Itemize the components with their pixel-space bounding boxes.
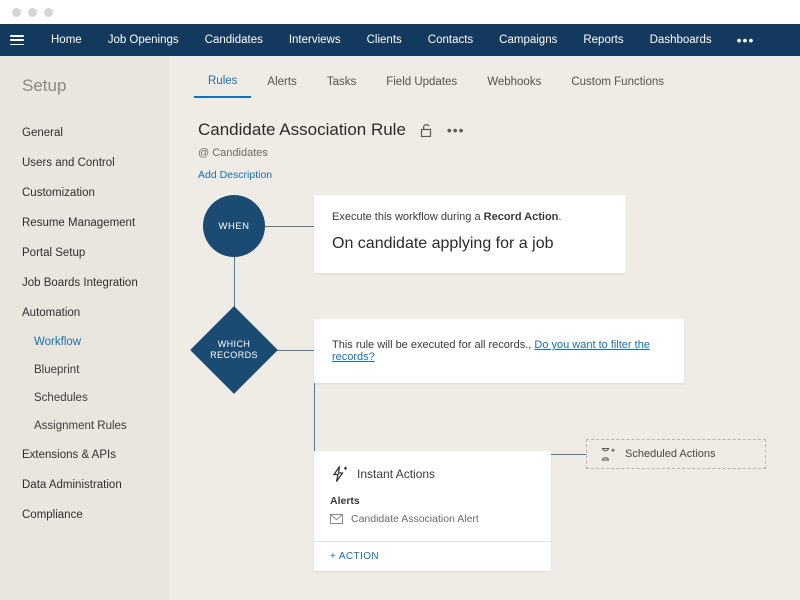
nav-item-reports[interactable]: Reports — [583, 34, 624, 46]
when-card-main: On candidate applying for a job — [332, 235, 554, 252]
tab-field-updates[interactable]: Field Updates — [386, 75, 458, 88]
nav-item-campaigns[interactable]: Campaigns — [499, 34, 558, 46]
sidebar-item-users-and-control[interactable]: Users and Control — [22, 157, 115, 169]
when-card[interactable] — [314, 195, 626, 273]
rules-tabbar — [170, 56, 800, 98]
node-which-records-line1: WHICH — [217, 339, 251, 349]
hourglass-icon — [599, 447, 615, 462]
nav-item-job-openings[interactable]: Job Openings — [107, 34, 179, 46]
page-more-icon[interactable]: ••• — [446, 122, 465, 138]
unlock-icon[interactable] — [420, 123, 432, 137]
which-records-card[interactable] — [314, 319, 684, 383]
node-when[interactable] — [203, 195, 265, 257]
hamburger-icon[interactable] — [10, 35, 24, 45]
lightning-icon — [330, 465, 348, 483]
nav-item-home[interactable]: Home — [51, 34, 82, 46]
tab-tasks[interactable]: Tasks — [326, 75, 357, 88]
scheduled-actions-label: Scheduled Actions — [625, 448, 716, 460]
sidebar-subitem-workflow[interactable]: Workflow — [34, 336, 82, 348]
sidebar-item-extensions-and-apis[interactable]: Extensions & APIs — [22, 449, 116, 461]
scheduled-actions-card[interactable] — [586, 439, 766, 469]
nav-more-icon[interactable]: ••• — [736, 32, 755, 48]
node-which-records-line2: RECORDS — [210, 350, 258, 360]
sidebar-subitem-schedules[interactable]: Schedules — [34, 392, 88, 404]
tab-alerts[interactable]: Alerts — [267, 75, 297, 88]
tab-webhooks[interactable]: Webhooks — [487, 75, 542, 88]
nav-item-clients[interactable]: Clients — [366, 34, 402, 46]
window-dot-minimize[interactable] — [28, 8, 37, 17]
setup-sidebar — [0, 56, 170, 600]
instant-actions-title: Instant Actions — [357, 467, 436, 481]
records-filter-link[interactable]: Do you want to filter the records? — [332, 339, 650, 363]
when-card-bold: Record Action — [483, 211, 559, 223]
window-titlebar — [0, 0, 800, 24]
sidebar-title: Setup — [22, 76, 67, 95]
main-content — [170, 56, 800, 600]
app-body — [0, 56, 800, 600]
sidebar-subitem-assignment-rules[interactable]: Assignment Rules — [34, 420, 127, 432]
page-header — [170, 98, 800, 181]
instant-actions-alert-name: Candidate Association Alert — [351, 513, 479, 525]
nav-item-interviews[interactable]: Interviews — [288, 34, 341, 46]
instant-actions-alerts-label: Alerts — [330, 495, 360, 507]
workflow-canvas — [170, 195, 800, 562]
sidebar-subitem-blueprint[interactable]: Blueprint — [34, 364, 80, 376]
instant-actions-alert-row[interactable] — [314, 511, 551, 541]
when-card-prefix: Execute this workflow during a — [332, 211, 484, 223]
instant-actions-card[interactable] — [314, 451, 551, 571]
sidebar-item-portal-setup[interactable]: Portal Setup — [22, 247, 86, 259]
records-card-text — [332, 339, 666, 363]
sidebar-item-general[interactable]: General — [22, 127, 63, 139]
window-dot-maximize[interactable] — [44, 8, 53, 17]
page-module-label: @ Candidates — [198, 147, 268, 159]
top-navigation-bar — [0, 24, 800, 56]
sidebar-item-data-administration[interactable]: Data Administration — [22, 479, 122, 491]
when-card-suffix: . — [558, 211, 562, 223]
sidebar-item-resume-management[interactable]: Resume Management — [22, 217, 136, 229]
instant-actions-header — [314, 451, 551, 493]
records-card-sentence: This rule will be executed for all records., — [332, 339, 532, 351]
connector-instant-to-scheduled — [551, 454, 586, 455]
page-title: Candidate Association Rule — [198, 120, 406, 139]
when-card-subtitle — [332, 211, 608, 223]
add-description-link[interactable]: Add Description — [198, 169, 273, 181]
envelope-icon — [330, 514, 343, 524]
sidebar-item-automation[interactable]: Automation — [22, 307, 81, 319]
nav-item-candidates[interactable]: Candidates — [204, 34, 263, 46]
nav-item-contacts[interactable]: Contacts — [427, 34, 474, 46]
window-dot-close[interactable] — [12, 8, 21, 17]
add-action-button[interactable]: + ACTION — [314, 541, 551, 571]
nav-item-dashboards[interactable]: Dashboards — [649, 34, 712, 46]
tab-custom-functions[interactable]: Custom Functions — [571, 75, 665, 88]
sidebar-item-job-boards-integration[interactable]: Job Boards Integration — [22, 277, 138, 289]
node-when-label: WHEN — [218, 220, 250, 232]
sidebar-item-compliance[interactable]: Compliance — [22, 509, 83, 521]
node-which-records-label — [197, 339, 271, 361]
tab-rules[interactable]: Rules — [194, 71, 251, 98]
sidebar-item-customization[interactable]: Customization — [22, 187, 95, 199]
